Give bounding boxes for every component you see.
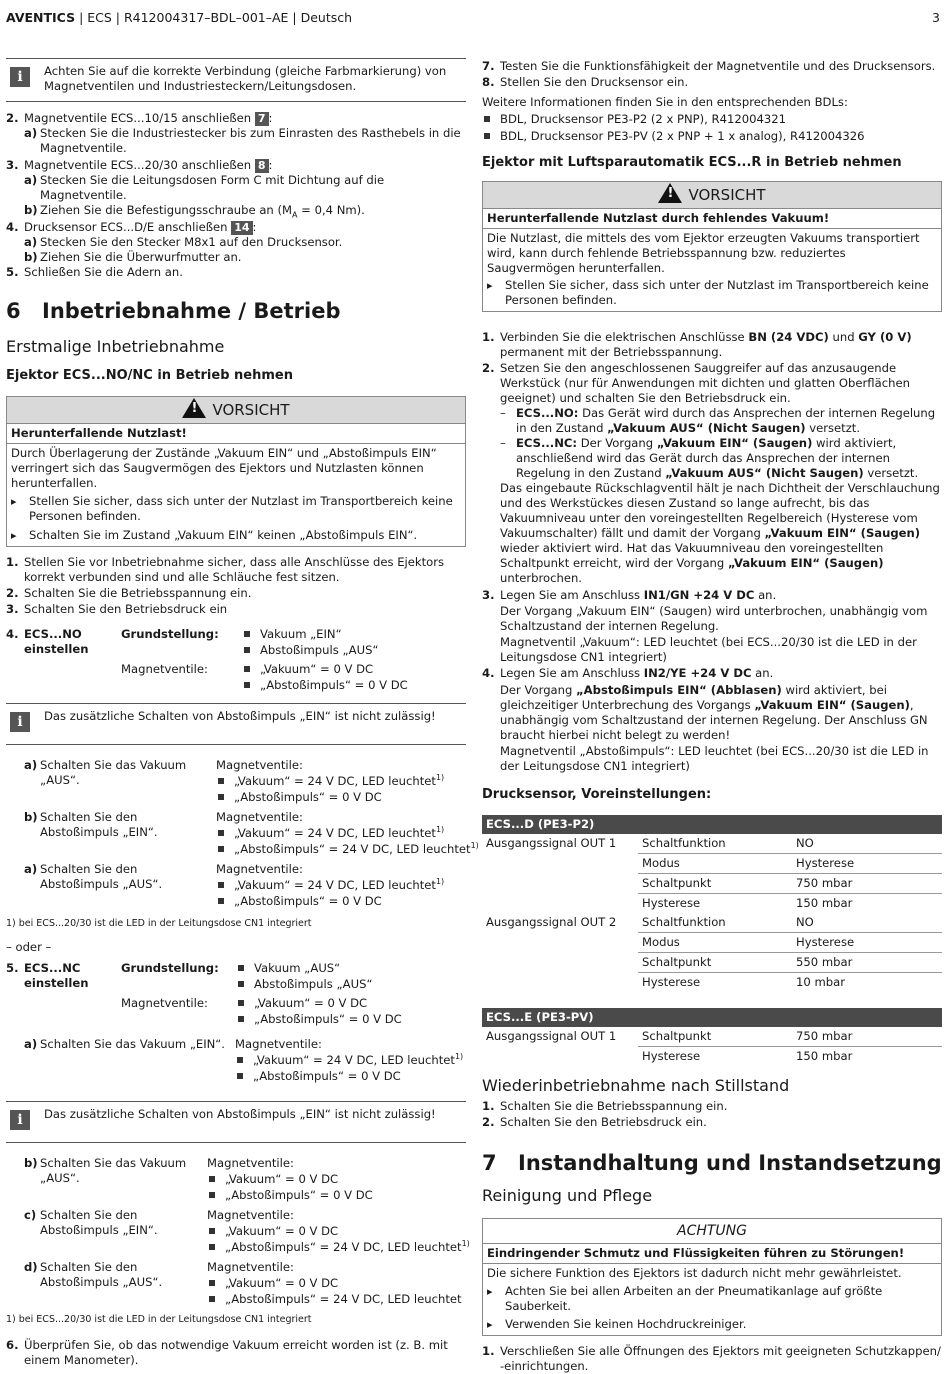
info-box bbox=[6, 1101, 466, 1143]
switch-step: b) Schalten Sie den Abstoßimpuls „EIN“. Magnetventile: „Vakuum“ = 24 V DC, LED leuchtet$^{1)}$ „Abstoßimpuls“ = 24 V DC, LED leuchtet$^{1)}$ bbox=[24, 810, 479, 856]
bullet-item: BDL, Drucksensor PE3-P2 (2 x PNP), R412004321 bbox=[482, 112, 942, 127]
table-cell: Hysterese bbox=[792, 933, 942, 953]
table-cell: Schaltfunktion bbox=[642, 915, 726, 929]
table-row bbox=[482, 1047, 942, 1067]
list-item: 4. Drucksensor ECS...D/E anschließen 14 : a) Stecken Sie den Stecker M8x1 auf den Drucksensor. b) Ziehen Sie die Überwurfmutter an. bbox=[6, 220, 466, 265]
table-cell: 10 mbar bbox=[792, 973, 942, 993]
subsubsection-heading: Ejektor ECS...NO/NC in Betrieb nehmen bbox=[6, 368, 293, 383]
table-cell: ECS...E (PE3-PV) bbox=[482, 1008, 942, 1027]
table-cell: 150 mbar bbox=[792, 1047, 942, 1067]
switch-step: d) Schalten Sie den Abstoßimpuls „AUS“. Magnetventile: „Vakuum“ = 0 V DC „Abstoßimpuls“ = 24 V DC, LED leuchtet bbox=[24, 1260, 462, 1306]
caution-box bbox=[6, 396, 466, 547]
table-row bbox=[482, 874, 942, 894]
sensor-table-p2 bbox=[482, 815, 942, 992]
caution-header: ! VORSICHT bbox=[7, 397, 465, 424]
footnote: 1) bei ECS...20/30 ist die LED in der Leitungsdose CN1 integriert bbox=[6, 1314, 312, 1325]
subsection-heading: Reinigung und Pflege bbox=[482, 1186, 653, 1205]
table-cell: Modus bbox=[638, 854, 792, 874]
figure-badge: 14 bbox=[231, 221, 252, 235]
list-item: 5. Schließen Sie die Adern an. bbox=[6, 265, 183, 279]
table-row bbox=[482, 834, 942, 854]
table-row bbox=[482, 1027, 942, 1047]
caution-title: Herunterfallende Nutzlast! bbox=[7, 424, 465, 444]
table-cell: NO bbox=[796, 836, 814, 850]
list-item: 2. Setzen Sie den angeschlossenen Sauggreifer auf das anzusaugende Werkstück (nur für Anwendungen mit dichten und glatten Oberflächen geeignet) und schalten Sie den Betriebsdruck ein. – ECS...NO: Das Gerät wird durch das Ansprechen der internen Regelung in den Zustand „Vakuum AUS“ (Nicht Saugen) versetzt. – ECS...NC: Der Vorgang „Vakuum EIN“ (Saugen) wird aktiviert, anschließend wird das Gerät durch das Ansprechen der internen Regelung in den Zustand „Vakuum AUS“ (Nicht Saugen) versetzt. Das eingebaute Rückschlagventil hält je nach Dichtheit der Verschlauchung und des Werkstückes diesen Zustand so lange aufrecht, bis das Vakuumniveau unter den voreingestellten Regelbereich (Hysterese vom Vakuumschalter) fällt und damit der Vorgang „Vakuum EIN“ (Saugen) wieder aktiviert wird. Hat das Vakuumniveau den voreingestellten Schaltpunkt erreicht, wird der Vorgang „Vakuum EIN“ (Saugen) unterbrochen. bbox=[482, 361, 942, 586]
table-cell bbox=[482, 874, 638, 894]
notice-title: Eindringender Schmutz und Flüssigkeiten führen zu Störungen! bbox=[483, 1244, 941, 1264]
list-item: 1. Stellen Sie vor Inbetriebnahme sicher, dass alle Anschlüsse des Ejektors korrekt verbunden sind und alle Schläuche fest sitzen. bbox=[6, 555, 445, 584]
table-row bbox=[482, 933, 942, 953]
list-item: 1. Verschließen Sie alle Öffnungen des Ejektors mit geeigneten Schutzkappen/ -einrichtungen. bbox=[482, 1344, 941, 1373]
table-cell: 150 mbar bbox=[792, 894, 942, 914]
switch-steps bbox=[6, 1156, 470, 1312]
table-cell bbox=[482, 1047, 638, 1067]
ecs-no-settings: 4. ECS...NO einstellen Grundstellung: Vakuum „EIN“ Abstoßimpuls „AUS“ Magnetventile: „Vakuum“ = 0 V DC „Abstoßimpuls“ = 0 V DC bbox=[6, 627, 408, 692]
list-item: 2. Schalten Sie den Betriebsdruck ein. bbox=[482, 1115, 707, 1129]
table-cell: Schaltfunktion bbox=[642, 836, 726, 850]
list-item: 2. Magnetventile ECS...10/15 anschließen 7 : a) Stecken Sie die Industriestecker bis zum Einrasten des Rasthebels in die Magnetventile. bbox=[6, 111, 466, 156]
table-cell bbox=[482, 894, 638, 914]
subsubsection-heading: Ejektor mit Luftsparautomatik ECS...R in Betrieb nehmen bbox=[482, 155, 902, 170]
switch-step: a) Schalten Sie das Vakuum „AUS“. Magnetventile: „Vakuum“ = 24 V DC, LED leuchtet$^{1)}$ „Abstoßimpuls“ = 0 V DC bbox=[24, 758, 445, 804]
table-cell: Schaltpunkt bbox=[638, 953, 792, 973]
switch-step: a) Schalten Sie den Abstoßimpuls „AUS“. Magnetventile: „Vakuum“ = 24 V DC, LED leuchtet$^{1)}$ „Abstoßimpuls“ = 0 V DC bbox=[24, 862, 445, 908]
info-text: Achten Sie auf die korrekte Verbindung (gleiche Farbmarkierung) von Magnetventilen und Industriesteckern/Leitungsdosen. bbox=[44, 64, 447, 93]
action-item: ▸ Achten Sie bei allen Arbeiten an der Pneumatikanlage auf größte Sauberkeit. bbox=[487, 1284, 937, 1314]
warning-icon: ! bbox=[182, 398, 206, 418]
list-item: 3. Schalten Sie den Betriebsdruck ein bbox=[6, 602, 228, 616]
table-cell: 550 mbar bbox=[792, 953, 942, 973]
caution-title: Herunterfallende Nutzlast durch fehlendes Vakuum! bbox=[483, 209, 941, 229]
action-item: ▸ Stellen Sie sicher, dass sich unter der Nutzlast im Transportbereich keine Personen befinden. bbox=[11, 494, 461, 524]
action-item: ▸ Schalten Sie im Zustand „Vakuum EIN“ keinen „Abstoßimpuls EIN“. bbox=[11, 528, 461, 543]
notice-box bbox=[482, 1218, 942, 1336]
figure-badge: 8 bbox=[255, 159, 269, 173]
page-header bbox=[6, 10, 944, 25]
table-cell: Ausgangssignal OUT 2 bbox=[486, 915, 617, 930]
paragraph: Das eingebaute Rückschlagventil hält je nach Dichtheit der Verschlauchung und des Werkstückes diesen Zustand so lange aufrecht, bis das Vakuumniveau unter den voreingestellten Regelbereich (Hysterese vom Vakuumschalter) fällt und damit der Vorgang „Vakuum EIN“ (Saugen) wieder aktiviert wird. Hat das Vakuumniveau den voreingestellten Schaltpunkt erreicht, wird der Vorgang „Vakuum EIN“ (Saugen) unterbrochen. bbox=[500, 481, 940, 585]
info-icon: i bbox=[10, 712, 30, 732]
list-item: 8. Stellen Sie den Drucksensor ein. bbox=[482, 75, 689, 89]
table-cell bbox=[482, 973, 638, 993]
table-cell: ECS...D (PE3-P2) bbox=[482, 815, 942, 834]
footnote: 1) bei ECS...20/30 ist die LED in der Leitungsdose CN1 integriert bbox=[6, 918, 312, 929]
switch-steps bbox=[6, 758, 479, 914]
table-cell: 750 mbar bbox=[796, 1029, 853, 1043]
action-item: ▸ Stellen Sie sicher, dass sich unter der Nutzlast im Transportbereich keine Personen befinden. bbox=[487, 278, 937, 308]
table-header-row bbox=[482, 815, 942, 834]
info-icon: i bbox=[10, 1110, 30, 1130]
table-cell: Schaltpunkt bbox=[638, 874, 792, 894]
table-cell bbox=[482, 933, 638, 953]
table-row bbox=[482, 854, 942, 874]
switch-step: a) Schalten Sie das Vakuum „EIN“. Magnetventile: „Vakuum“ = 24 V DC, LED leuchtet$^{1)}$ „Abstoßimpuls“ = 0 V DC bbox=[24, 1037, 464, 1083]
info-text: Das zusätzliche Schalten von Abstoßimpuls „EIN“ ist nicht zulässig! bbox=[44, 709, 436, 723]
subsection-heading: Wiederinbetriebnahme nach Stillstand bbox=[482, 1076, 790, 1095]
list-item: 7. Testen Sie die Funktionsfähigkeit der Magnetventile und des Drucksensors. bbox=[482, 59, 936, 73]
list-item: 3. Magnetventile ECS...20/30 anschließen 8 : a) Stecken Sie die Leitungsdosen Form C mit Dichtung auf die Magnetventile. b) Ziehen Sie die Befestigungsschraube an ($M_A = 0,4$ Nm). bbox=[6, 158, 466, 218]
table-cell: Hysterese bbox=[638, 973, 792, 993]
table-header-row bbox=[482, 1008, 942, 1027]
info-text: Das zusätzliche Schalten von Abstoßimpuls „EIN“ ist nicht zulässig! bbox=[44, 1107, 436, 1121]
caution-header: ! VORSICHT bbox=[483, 182, 941, 209]
table-cell: Hysterese bbox=[638, 894, 792, 914]
sub-item: b) Ziehen Sie die Überwurfmutter an. bbox=[24, 250, 242, 264]
sub-item: b) Ziehen Sie die Befestigungsschraube an ($M_A = 0,4$ Nm). bbox=[24, 203, 365, 220]
table-cell: Schaltpunkt bbox=[642, 1029, 712, 1043]
action-item: ▸ Verwenden Sie keinen Hochdruckreiniger. bbox=[487, 1317, 937, 1332]
doc-meta: | ECS | R412004317–BDL–001–AE | Deutsch bbox=[75, 10, 353, 25]
info-box bbox=[6, 703, 466, 745]
notice-body: Die sichere Funktion des Ejektors ist dadurch nicht mehr gewährleistet. ▸ Achten Sie bei allen Arbeiten an der Pneumatikanlage auf größte Sauberkeit. ▸ Verwenden Sie keinen Hochdruckreiniger. bbox=[483, 1264, 941, 1335]
list-item: 4. Legen Sie am Anschluss IN2/YE +24 V DC an. Der Vorgang „Abstoßimpuls EIN“ (Abblasen) wird aktiviert, bei gleichzeitiger Unterbrechung des Vorgangs „Vakuum EIN“ (Saugen), unabhängig vom Schaltzustand der internen Regelung. Der Anschluss GN braucht hierbei nicht belegt zu werden! Magnetventil „Abstoßimpuls“: LED leuchtet (bei ECS...20/30 ist die LED in der Leitungsdose CN1 integriert) bbox=[482, 666, 929, 773]
table-cell: Hysterese bbox=[638, 1047, 792, 1067]
right-column bbox=[482, 59, 942, 1374]
sub-item: a) Stecken Sie die Leitungsdosen Form C mit Dichtung auf die Magnetventile. bbox=[24, 173, 385, 202]
subsubsection-heading: Drucksensor, Voreinstellungen: bbox=[482, 787, 712, 802]
table-cell: Modus bbox=[638, 933, 792, 953]
page-number: 3 bbox=[932, 10, 940, 25]
sub-item: a) Stecken Sie den Stecker M8x1 auf den Drucksensor. bbox=[24, 235, 343, 249]
dash-item: – ECS...NC: Der Vorgang „Vakuum EIN“ (Saugen) wird aktiviert, anschließend wird das Gerät durch das Ansprechen der internen Regelung in den Zustand „Vakuum AUS“ (Nicht Saugen) versetzt. bbox=[500, 436, 942, 481]
bullet-item: BDL, Drucksensor PE3-PV (2 x PNP + 1 x analog), R412004326 bbox=[482, 129, 942, 144]
warning-icon: ! bbox=[658, 183, 682, 203]
list-item: 2. Schalten Sie die Betriebsspannung ein. bbox=[6, 586, 252, 600]
table-cell: Ausgangssignal OUT 1 bbox=[486, 1029, 617, 1044]
list-item: 1. Schalten Sie die Betriebsspannung ein. bbox=[482, 1099, 728, 1113]
info-box bbox=[6, 58, 466, 102]
table-row bbox=[482, 913, 942, 933]
table-cell: 750 mbar bbox=[792, 874, 942, 894]
switch-step: c) Schalten Sie den Abstoßimpuls „EIN“. Magnetventile: „Vakuum“ = 0 V DC „Abstoßimpuls“ = 24 V DC, LED leuchtet$^{1)}$ bbox=[24, 1208, 470, 1254]
section-heading: 6 Inbetriebnahme / Betrieb bbox=[6, 299, 341, 323]
ecs-nc-settings: 5. ECS...NC einstellen Grundstellung: Vakuum „AUS“ Abstoßimpuls „AUS“ Magnetventile: „Vakuum“ = 0 V DC „Abstoßimpuls“ = 0 V DC bbox=[6, 961, 402, 1026]
caution-box bbox=[482, 181, 942, 312]
sub-item: a) Stecken Sie die Industriestecker bis zum Einrasten des Rasthebels in die Magnetventile. bbox=[24, 126, 461, 155]
notice-header: ACHTUNG bbox=[483, 1219, 941, 1244]
list-item: 6. Überprüfen Sie, ob das notwendige Vakuum erreicht worden ist (z. B. mit einem Manometer). bbox=[6, 1338, 448, 1367]
sensor-table-pv bbox=[482, 1008, 942, 1066]
list-item: 3. Legen Sie am Anschluss IN1/GN +24 V DC an. Der Vorgang „Vakuum EIN“ (Saugen) wird unterbrochen, unabhängig vom Schaltzustand der internen Regelung. Magnetventil „Vakuum“: LED leuchtet (bei ECS...20/30 ist die LED in der Leitungsdose CN1 integriert) bbox=[482, 588, 928, 664]
caution-body: Die Nutzlast, die mittels des vom Ejektor erzeugten Vakuums transportiert wird, kann durch fehlende Betriebsspannung bzw. reduziertes Saugvermögen herunterfallen. ▸ Stellen Sie sicher, dass sich unter der Nutzlast im Transportbereich keine Personen befinden. bbox=[483, 229, 941, 311]
table-row bbox=[482, 953, 942, 973]
oder-separator: – oder – bbox=[6, 940, 52, 954]
paragraph: Weitere Informationen finden Sie in den entsprechenden BDLs: bbox=[482, 95, 848, 109]
subsection-heading: Erstmalige Inbetriebnahme bbox=[6, 337, 225, 356]
table-cell: Hysterese bbox=[792, 854, 942, 874]
section-heading: 7 Instandhaltung und Instandsetzung bbox=[482, 1151, 942, 1175]
dash-item: – ECS...NO: Das Gerät wird durch das Ansprechen der internen Regelung in den Zustand „Vakuum AUS“ (Nicht Saugen) versetzt. bbox=[500, 406, 942, 436]
switch-step: b) Schalten Sie das Vakuum „AUS“. Magnetventile: „Vakuum“ = 0 V DC „Abstoßimpuls“ = 0 V DC bbox=[24, 1156, 373, 1202]
list-item: 1. Verbinden Sie die elektrischen Anschlüsse BN (24 VDC) und GY (0 V) permanent mit der Betriebsspannung. bbox=[482, 330, 912, 359]
table-row bbox=[482, 973, 942, 993]
table-cell: NO bbox=[796, 915, 814, 929]
brand-name: AVENTICS bbox=[6, 10, 76, 25]
table-cell: Ausgangssignal OUT 1 bbox=[486, 836, 617, 851]
left-column bbox=[6, 58, 479, 1368]
figure-badge: 7 bbox=[255, 112, 269, 126]
info-icon: i bbox=[10, 67, 30, 87]
table-row bbox=[482, 894, 942, 914]
table-cell bbox=[482, 953, 638, 973]
table-cell bbox=[482, 854, 638, 874]
caution-body: Durch Überlagerung der Zustände „Vakuum EIN“ und „Abstoßimpuls EIN“ verringert sich das Saugvermögen des Ejektors und Nutzlasten können herunterfallen. ▸ Stellen Sie sicher, dass sich unter der Nutzlast im Transportbereich keine Personen befinden. ▸ Schalten Sie im Zustand „Vakuum EIN“ keinen „Abstoßimpuls EIN“. bbox=[7, 444, 465, 546]
